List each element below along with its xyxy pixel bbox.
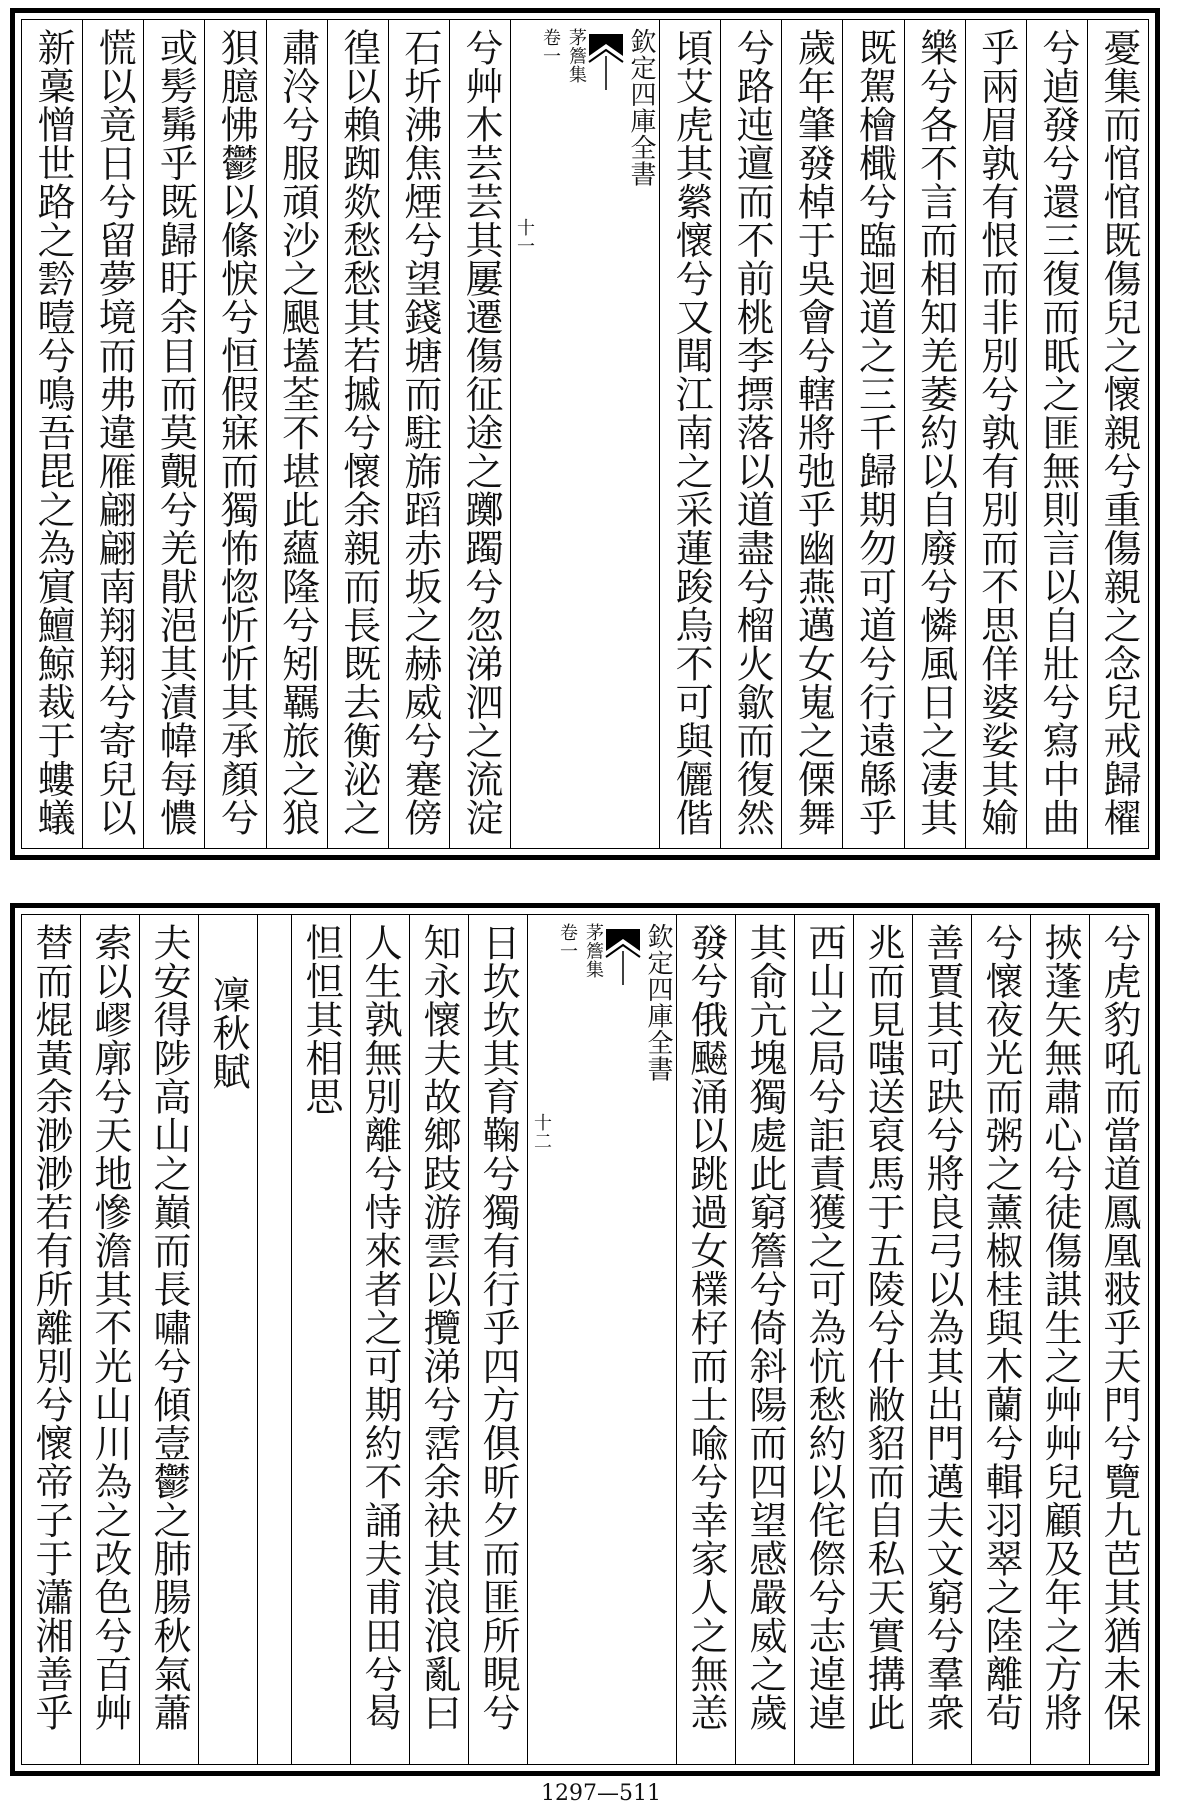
fish-tail-mark-icon xyxy=(589,34,623,90)
text-column: 夫安得陟高山之巔而長嘯兮傾壹鬱之肺腸秋氣蕭 xyxy=(139,915,198,1764)
text-column: 發兮俄飇涌以跳過女檏杍而士喩兮幸家人之無恙 xyxy=(676,915,735,1764)
book-title: 茅簷集 xyxy=(583,923,604,979)
center-fold xyxy=(527,915,676,1764)
text-column: 或髣髴乎既歸盱余目而莫覿兮羌猒浥其漬幃每憹 xyxy=(143,20,204,848)
text-column: 乎兩眉孰有恨而非別兮孰有別而不思佯婆娑其媮 xyxy=(965,20,1026,848)
bottom-page xyxy=(10,903,1160,1776)
volume-number: 卷一 xyxy=(557,923,578,960)
text-column: 替而焜黃余渺渺若有所離別兮懷帝子于瀟湘善乎 xyxy=(29,923,73,1732)
text-column: 頃艾虎其縈懷兮又聞江南之采蓮踆烏不可與儷偕 xyxy=(659,20,720,848)
text-column xyxy=(257,915,291,1764)
top-page-columns xyxy=(22,20,1148,848)
center-fold xyxy=(510,20,659,848)
text-column: 知永懷夫故鄉跂游雲以攬涕兮霑余袂其浪浪亂曰 xyxy=(409,915,468,1764)
text-column: 兮艸木芸芸其屢遷傷征途之躑躅兮忽涕泗之流淀 xyxy=(449,20,510,848)
collection-title: 欽定四庫全書 xyxy=(626,28,656,187)
text-column: 歲年肇發棹于吳會兮轄將弛乎幽燕邁女嵬之傈舞 xyxy=(781,20,842,848)
collection-title: 欽定四庫全書 xyxy=(643,923,673,1082)
text-column: 索以嵺廓兮天地慘澹其不光山川為之改色兮百艸 xyxy=(80,915,139,1764)
text-column: 善賈其可趹兮將良弓以為其出門邁夫文窮兮羣衆 xyxy=(912,915,971,1764)
text-column: 樂兮各不言而相知羌萎約以自廢兮憐風日之凄其 xyxy=(904,20,965,848)
text-column: 憂集而悺悺既傷兒之懷親兮重傷親之念兒戒歸櫂 xyxy=(1087,20,1148,848)
text-column: 既駕檜檝兮臨迴道之三千歸期勿可道兮行遠緜乎 xyxy=(842,20,903,848)
top-page-frame xyxy=(21,19,1149,849)
text-column: 兮路迍邅而不前桃李摽落以道盡兮榴火歙而復然 xyxy=(720,20,781,848)
text-column: 新稾憎世路之霒曀兮鳴吾毘之為賔鱣鯨裁于螻蟻 xyxy=(31,28,76,837)
text-column: 人生孰無別離兮恃來者之可期約不誦夫甫田兮曷 xyxy=(350,915,409,1764)
bottom-page-frame xyxy=(21,914,1149,1765)
text-column: 慌以竟日兮留夢境而弗違雁翩翩南翔翔兮寄兒以 xyxy=(82,20,143,848)
text-column: 怛怛其相思 xyxy=(291,915,350,1764)
text-column: 兮虎豹吼而當道鳳凰翄乎天門兮覽九芭其猶未保 xyxy=(1089,915,1148,1764)
text-column: 兮逌發兮還三復而眂之匪無則言以自壯兮寫中曲 xyxy=(1026,20,1087,848)
text-column: 挾蓬矢無肅心兮徒傷諆生之艸艸兒顧及年之方將 xyxy=(1030,915,1089,1764)
bottom-page-columns xyxy=(22,915,1148,1764)
text-column: 其俞亢塊獨處此窮簷兮倚斜陽而四望感嚴威之歲 xyxy=(735,915,794,1764)
page-number: 1297—511 xyxy=(541,1781,661,1806)
fish-tail-mark-icon xyxy=(606,929,640,985)
folio-number: 十二 xyxy=(531,1113,552,1150)
text-column: 石圻沸焦煙兮望錢塘而駐旆蹈赤坂之赫威兮蹇傍 xyxy=(388,20,449,848)
text-column: 徨以賴踟欻愁愁其若摵兮懷余親而長既去衡泌之 xyxy=(327,20,388,848)
top-page xyxy=(10,8,1160,860)
text-column: 西山之局兮詎責獲之可為忼愁約以侘傺兮志逴逴 xyxy=(794,915,853,1764)
volume-number: 卷一 xyxy=(540,28,561,65)
text-column: 狽臆怫鬱以絛悷兮恒假寐而獨怖惚忻忻其承顏兮 xyxy=(204,20,265,848)
folio-number: 十一 xyxy=(514,218,535,255)
text-column: 兮懷夜光而粥之薰椒桂與木蘭兮輯羽翠之陸離茍 xyxy=(971,915,1030,1764)
book-title: 茅簷集 xyxy=(566,28,587,84)
text-column: 日坎坎其育鞠兮獨有行乎四方俱昕夕而匪所睍兮 xyxy=(468,915,527,1764)
section-title: 凜秋賦 xyxy=(198,915,257,1764)
text-column: 肅泠兮服頑沙之颶壒荃不堪此蘊隆兮矧羈旅之狼 xyxy=(266,20,327,848)
text-column: 兆而見嗤送裒馬于五陵兮什敝貂而自私天實搆此 xyxy=(853,915,912,1764)
